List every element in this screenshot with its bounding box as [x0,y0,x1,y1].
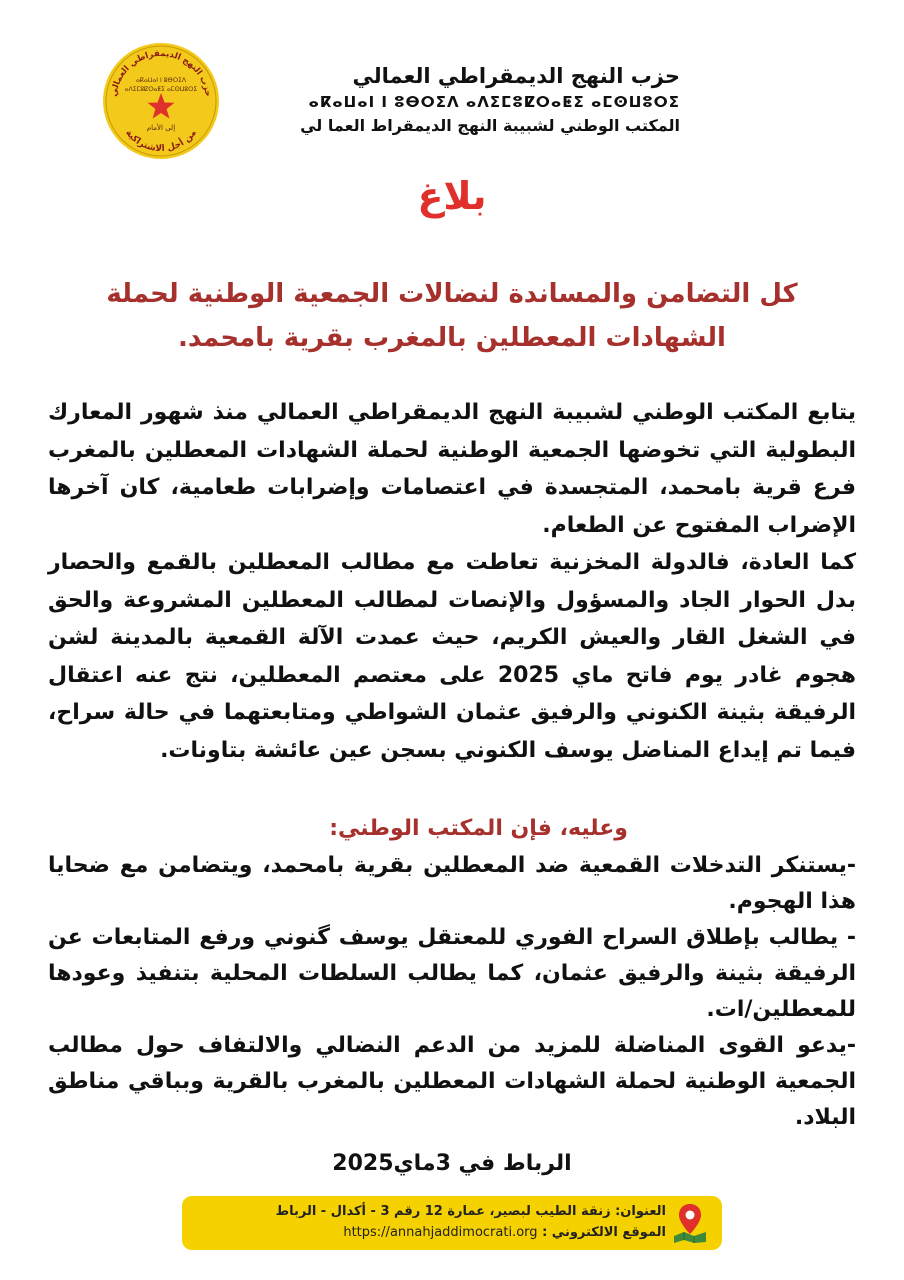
body-paragraph: كما العادة، فالدولة المخزنية تعاطت مع مطالب المعطلين بالقمع والحصار بدل الحوار الجاد والمسؤول والإنصات لمطالب المعطلين المشروعة والحق في الشغل القار والعيش الكريم، حيث عمدت الآلة القمعية بالمدينة لشن هجوم غادر يوم فاتح ماي 2025 على معتصم المعطلين، نتج عنه اعتقال الرفيقة بثينة الكنوني والرفيق عثمان الشواطي ومتابعتهما في حالة سراح، فيما تم إيداع المناضل يوسف الكنوني بسجن عين عائشة بتاونات. [48,550,856,763]
footer-bar [182,1196,722,1250]
party-logo [102,42,220,160]
office-name: المكتب الوطني لشبيبة النهج الديمقراط العما لي [300,116,680,135]
logo-tifinagh-line-2: ⴰⴷⵉⵎⵓⵇⵔⴰⵟⵉ ⴰⵎⵙⵡⵓⵔⵉ [124,86,198,93]
party-name: حزب النهج الديمقراطي العمالي [352,64,680,88]
logo-motto: إلى الأمام [146,124,176,132]
footer-address: العنوان: زنقة الطيب لبصير، عمارة 12 رقم 3 - أكدال - الرباط [275,1204,666,1219]
logo-top-arc-text: حزب النهج الديمقراطي العمالي [109,48,213,98]
body-paragraph: يتابع المكتب الوطني لشبيبة النهج الديمقراطي العمالي منذ شهور المعارك البطولية التي تخوضها الجمعية الوطنية لحملة الشهادات المعطلين بالمغرب فرع قرية بامحمد، المتجسدة في اعتصامات وإضرابات طعامية، كان آخرها الإضراب المفتوح عن الطعام. [48,400,856,538]
document-title: بلاغ [417,174,487,218]
statement-subject: كل التضامن والمساندة لنضالات الجمعية الوطنية لحملة الشهادات المعطلين بالمغرب بقرية بامحمد. [106,279,798,353]
website-label: الموقع الالكتروني : [542,1225,666,1240]
logo-tifinagh-line-1: ⴰⴽⴰⵡⴰⵏ ⵏ ⵓⴱⵔⵉⴷ [136,77,186,84]
logo-bottom-arc-text: من أجل الاشتراكية [123,128,199,155]
resolution-heading: وعليه، فإن المكتب الوطني: [329,816,628,841]
resolution-item: -يستنكر التدخلات القمعية ضد المعطلين بقرية بامحمد، ويتضامن مع ضحايا هذا الهجوم. [48,853,856,914]
statement-body [48,394,856,769]
letterhead [230,62,680,138]
party-name-tifinagh: ⴰⴽⴰⵡⴰⵏ ⵏ ⵓⴱⵔⵉⴷ ⴰⴷⵉⵎⵓⵇⵔⴰⵟⵉ ⴰⵎⵙⵡⵓⵔⵉ [308,93,680,111]
website-link[interactable]: https://annahjaddimocrati.org [343,1225,538,1240]
footer-website [206,1223,666,1243]
resolution-item: -يدعو القوى المناضلة للمزيد من الدعم النضالي والالتفاف حول مطالب الجمعية الوطنية لحملة الشهادات المعطلين بالمغرب بالقرية وبباقي مناطق البلاد. [48,1033,856,1130]
location-pin-icon [670,1202,710,1244]
place-and-date: الرباط في 3ماي2025 [332,1151,572,1176]
resolution-item: - يطالب بإطلاق السراح الفوري للمعتقل يوسف گنوني ورفع المتابعات عن الرفيقة بثينة والرفيق عثمان، كما يطالب السلطات المحلية بتنفيذ وعودها للمعطلين/ات. [48,925,856,1022]
resolution-list [48,848,856,1136]
